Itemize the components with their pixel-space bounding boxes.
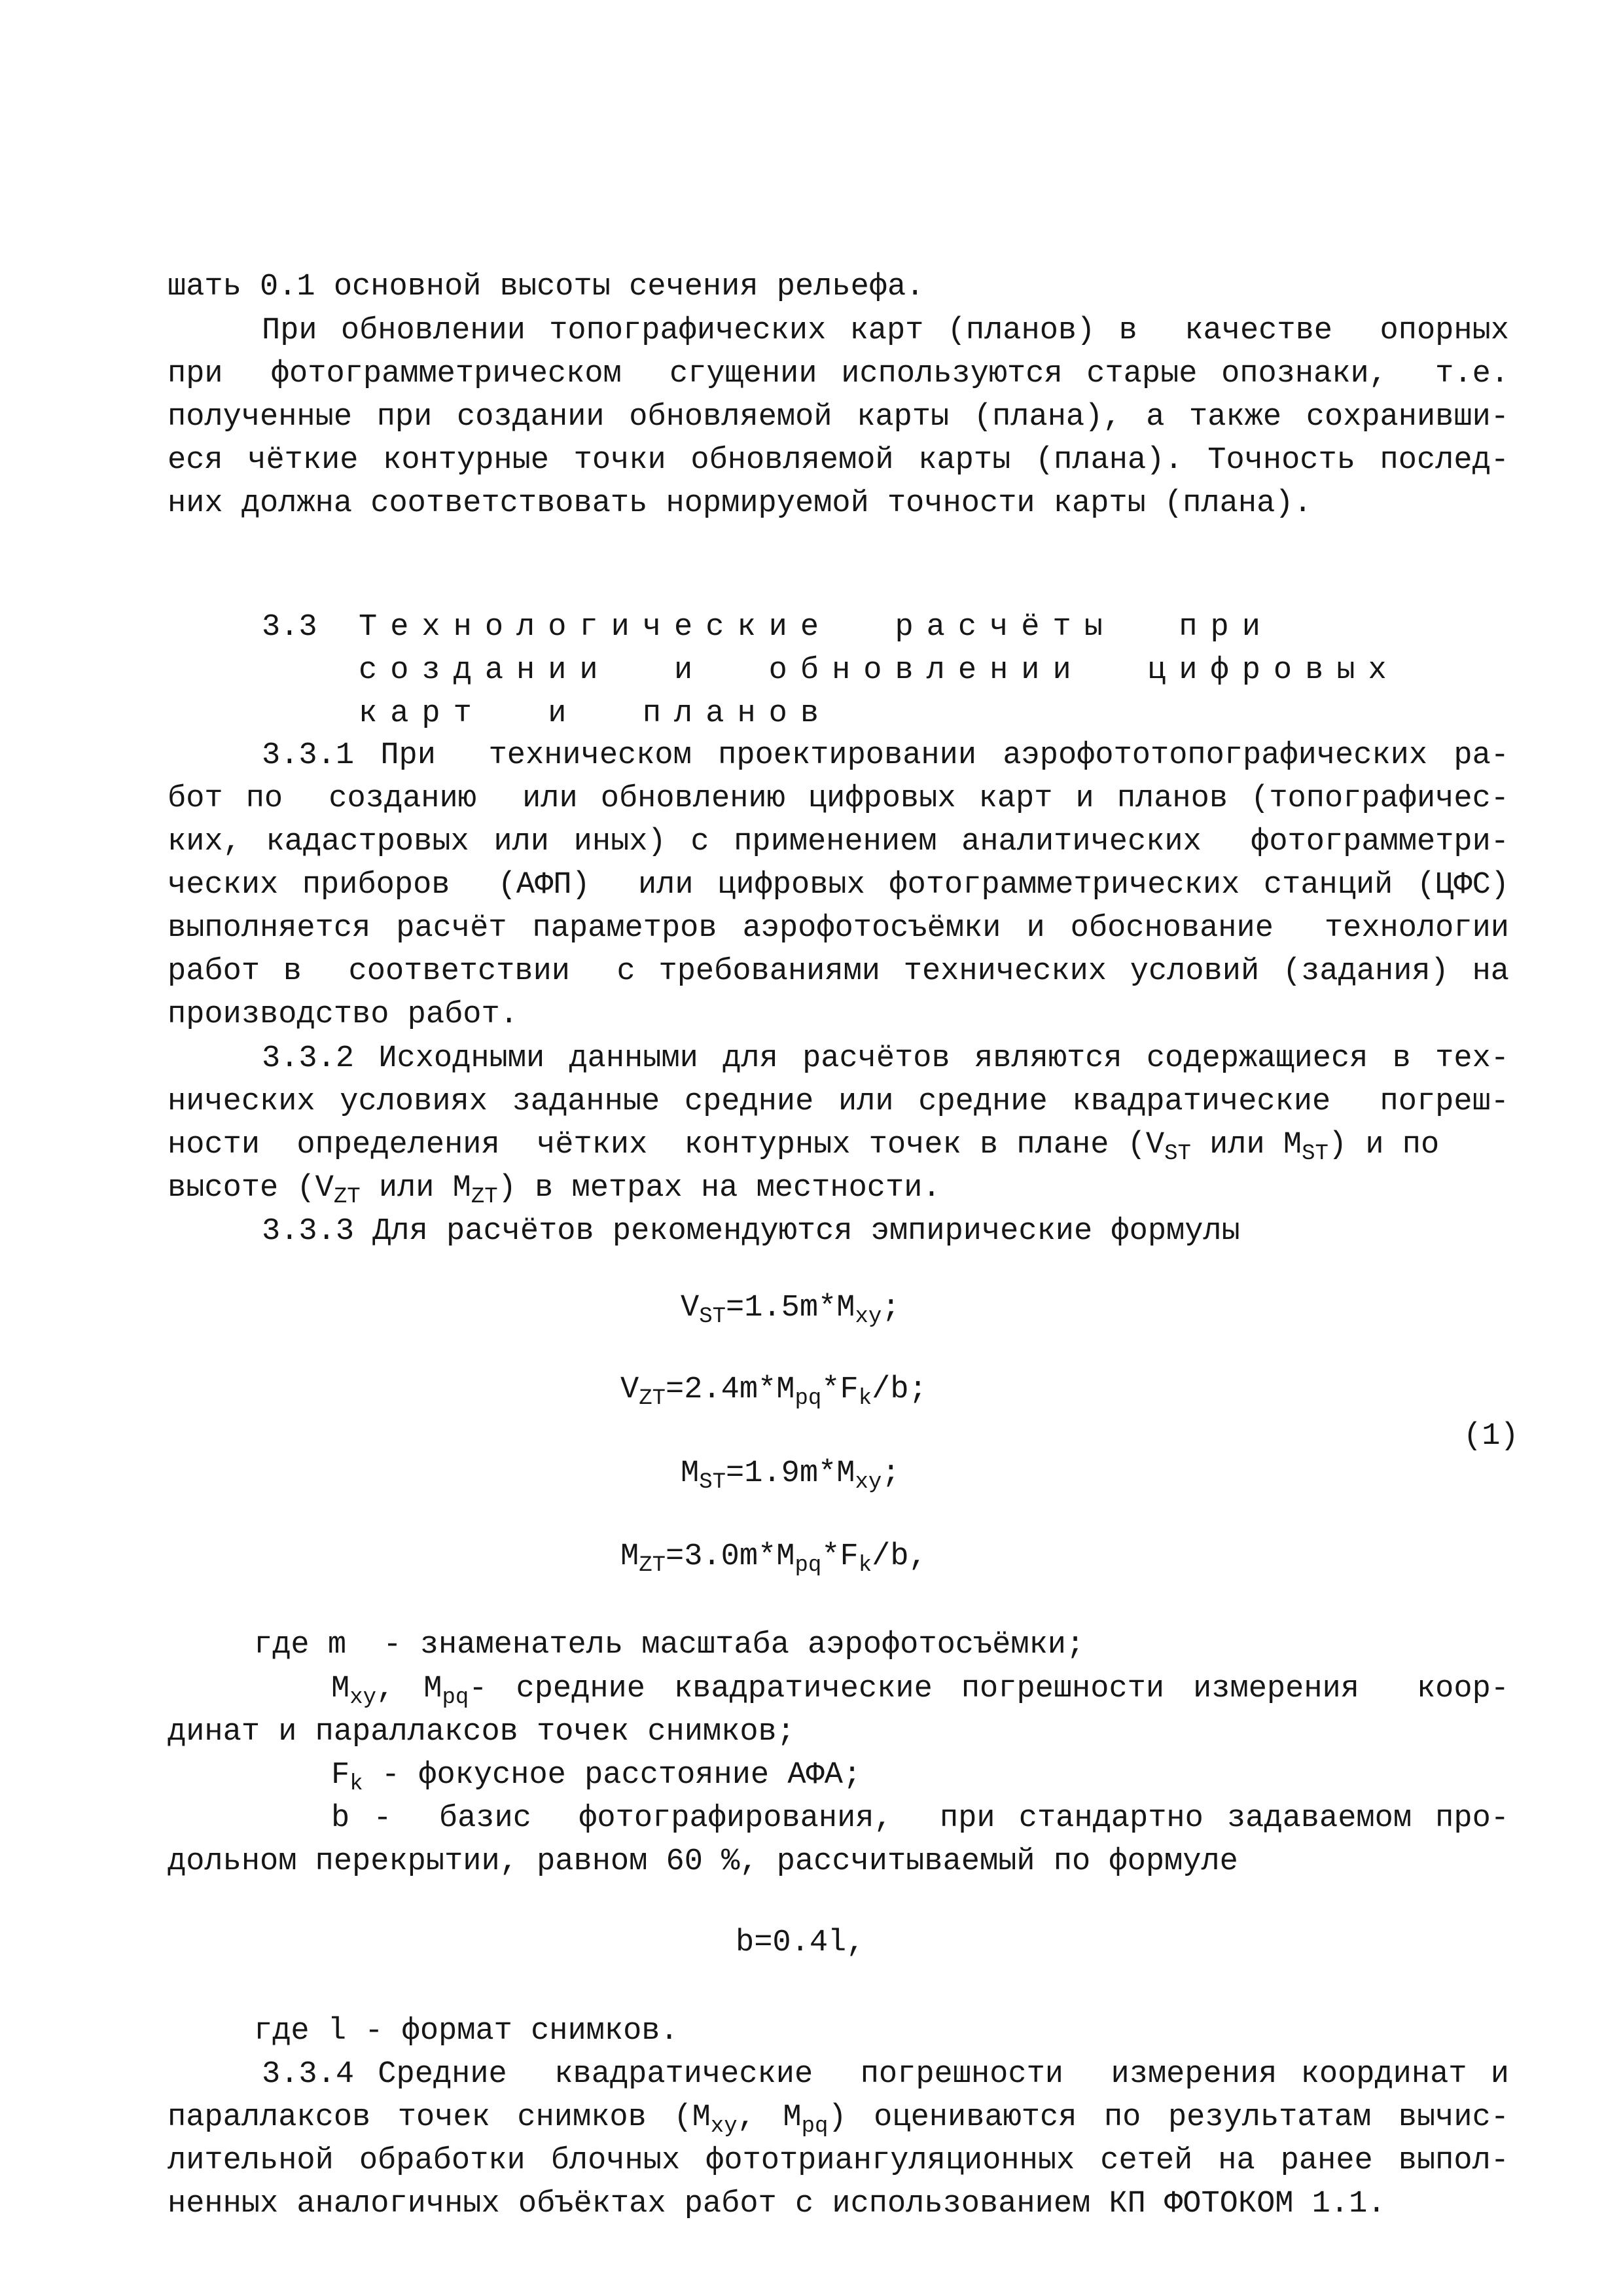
paragraph-line: них должна соответствовать нормируемой точности карты (плана).: [168, 486, 1312, 521]
section-heading-line: создании и обновлении цифровых: [359, 653, 1400, 688]
paragraph-line: нических условиях заданные средние или средние квадратические погреш-: [168, 1085, 1509, 1119]
formula-mzt: $M_{ZT}=3.0m*M_{pq}*F_k/b$,: [620, 1539, 927, 1578]
formula-vst: $V_{ST}=1.5m*M_{xy}$;: [681, 1291, 901, 1329]
definition-line: динат и параллаксов точек снимков;: [168, 1715, 795, 1749]
paragraph-line: при фотограмметрическом сгущении используются старые опознаки, т.е.: [168, 357, 1509, 391]
paragraph-line: параллаксов точек снимков ($M_{xy}$, $M_{pq}$) оцениваются по результатам вычис-: [168, 2100, 1509, 2139]
formula-mst: $M_{ST}=1.9m*M_{xy}$;: [681, 1456, 901, 1495]
formula-basis: b=0.4l,: [736, 1926, 865, 1960]
paragraph-line: выполняется расчёт параметров аэрофотосъёмки и обоснование технологии: [168, 911, 1509, 946]
formula-vzt: $V_{ZT}=2.4m*M_{pq}*F_k/b$;: [620, 1372, 927, 1411]
definition-line: $M_{xy}$, $M_{pq}-$ средние квадратические погрешности измерения коор-: [331, 1672, 1509, 1710]
paragraph-line: ческих приборов (АФП) или цифровых фотограмметрических станций (ЦФС): [168, 868, 1509, 903]
paragraph-line: ности определения чётких контурных точек в плане ($V_{ST}$ или $M_{ST}$) и по: [168, 1128, 1440, 1166]
definition-line: где l - формат снимков.: [254, 2014, 679, 2049]
paragraph-line: При обновлении топографических карт (планов) в качестве опорных: [262, 314, 1509, 348]
paragraph-line: ких, кадастровых или иных) с применением аналитических фотограмметри-: [168, 825, 1509, 859]
definition-line: дольном перекрытии, равном 60 %, рассчитываемый по формуле: [168, 1844, 1238, 1879]
paragraph-line: ненных аналогичных объёктах работ с использованием КП ФОТОКОМ 1.1.: [168, 2187, 1386, 2221]
paragraph-line: высоте ($V_{ZT}$ или $M_{ZT}$) в метрах на местности.: [168, 1171, 941, 1210]
section-heading-line: Технологические расчёты при: [359, 610, 1274, 645]
paragraph-line: 3.3.4 Средние квадратические погрешности измерения координат и: [262, 2057, 1509, 2092]
paragraph-line: производство работ.: [168, 997, 518, 1032]
paragraph-line: лительной обработки блочных фототриангуляционных сетей на ранее выпол-: [168, 2144, 1509, 2178]
paragraph-line: 3.3.2 Исходными данными для расчётов являются содержащиеся в тех-: [262, 1041, 1509, 1076]
paragraph-line: шать 0.1 основной высоты сечения рельефа.: [168, 270, 925, 304]
paragraph-line: работ в соответствии с требованиями технических условий (задания) на: [168, 954, 1509, 989]
definition-line: где m - знаменатель масштаба аэрофотосъёмки;: [254, 1628, 1085, 1662]
paragraph-line: бот по созданию или обновлению цифровых карт и планов (топографичес-: [168, 781, 1509, 816]
definition-line: $F_k$ - фокусное расстояние АФА;: [331, 1758, 862, 1797]
section-number: 3.3: [262, 610, 317, 645]
paragraph-line: 3.3.3 Для расчётов рекомендуются эмпирические формулы: [262, 1214, 1240, 1249]
definition-line: b - базис фотографирования, при стандартно задаваемом про-: [331, 1801, 1509, 1836]
section-heading-line: карт и планов: [359, 696, 832, 731]
equation-number: (1): [1463, 1419, 1519, 1454]
paragraph-line: полученные при создании обновляемой карты (плана), а также сохранивши-: [168, 400, 1509, 435]
paragraph-line: еся чёткие контурные точки обновляемой карты (плана). Точность послед-: [168, 443, 1509, 478]
paragraph-line: 3.3.1 При техническом проектировании аэрофототопографических ра-: [262, 738, 1509, 773]
